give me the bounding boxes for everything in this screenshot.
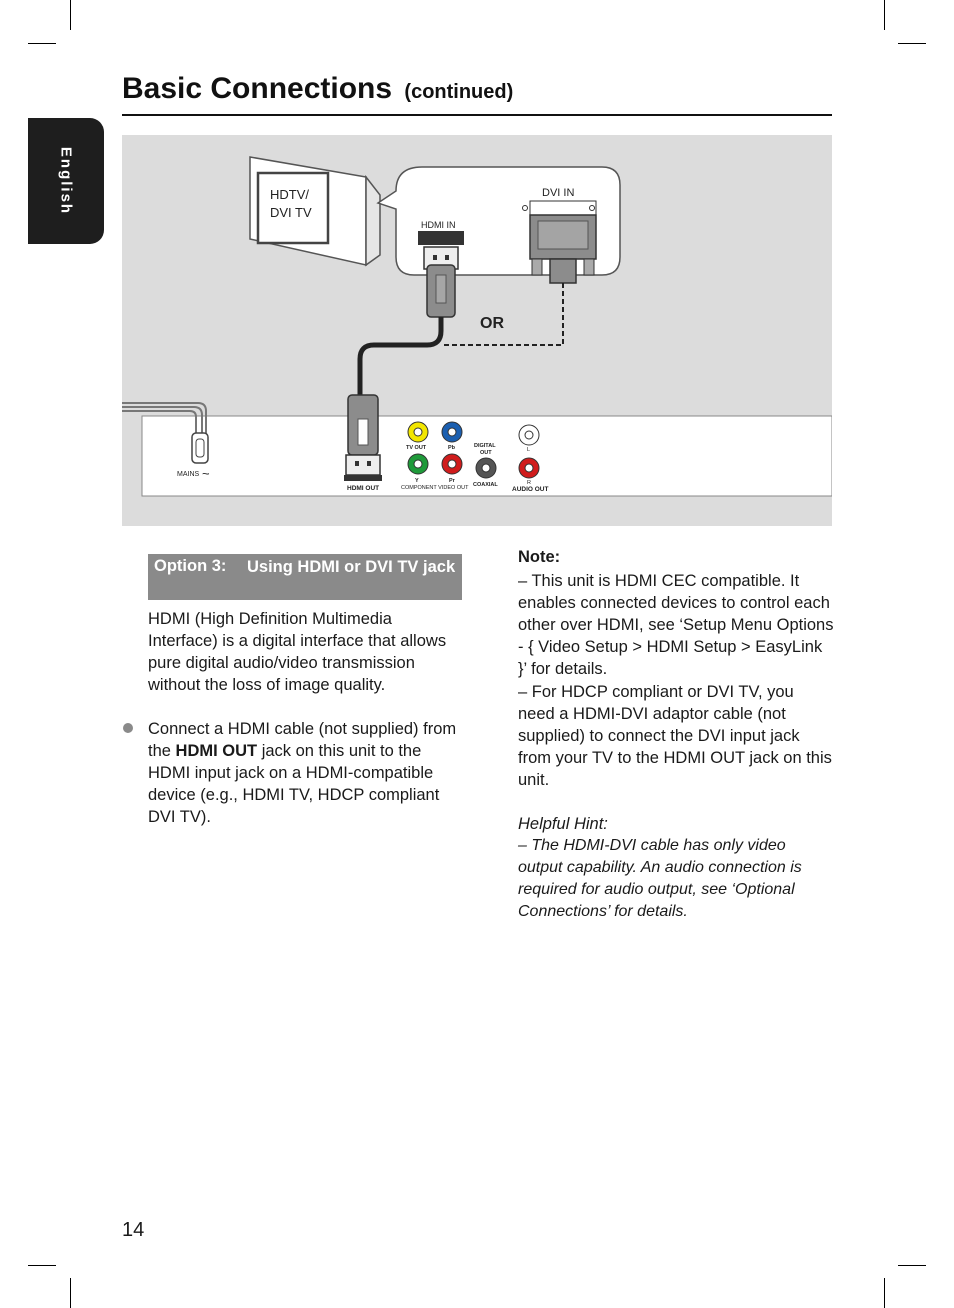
bullet-text-after: jack on this unit to the HDMI input jack on a HDMI-compatible device (e.g., HDMI TV, HDCP compliant DVI TV).: [148, 742, 440, 826]
hint-text: – The HDMI-DVI cable has only video output capability. An audio connection is required for audio output, see ‘Optional Connections’ for details.: [518, 837, 802, 920]
rca-jack-audio-r: [519, 458, 539, 478]
connection-diagram: [122, 135, 832, 526]
crop-mark: [898, 1265, 926, 1266]
audio-r-label: R: [527, 480, 531, 486]
language-label: English: [57, 146, 75, 216]
coaxial-label: COAXIAL: [473, 482, 498, 488]
bullet-paragraph: [148, 718, 466, 828]
crop-mark: [28, 43, 56, 44]
audio-l-label: L: [527, 447, 531, 453]
hdmi-plug-bottom: [344, 395, 382, 481]
page-title-main: Basic Connections: [122, 72, 393, 105]
note-heading: Note:: [518, 548, 561, 566]
bullet-text-bold: HDMI OUT: [175, 742, 258, 760]
page-title-continued: (continued): [404, 81, 514, 103]
crop-mark: [28, 1265, 56, 1266]
rca-jack-y: [408, 454, 428, 474]
mains-symbol: ~: [202, 466, 210, 481]
crop-mark: [884, 0, 885, 30]
crop-mark: [70, 1278, 71, 1308]
hdmi-plug-top: [424, 247, 458, 317]
rca-jack-pb: [442, 422, 462, 442]
digital-out-label-2: OUT: [480, 450, 492, 456]
option-number: Option 3:: [154, 557, 227, 575]
audio-out-label: AUDIO OUT: [512, 486, 549, 493]
crop-mark: [884, 1278, 885, 1308]
tv-label-1: HDTV/: [270, 187, 309, 202]
option-heading: [148, 554, 462, 600]
hint-heading: Helpful Hint:: [518, 815, 608, 833]
option-title: Using HDMI or DVI TV jack: [247, 558, 456, 576]
rca-jack-audio-l: [519, 425, 539, 445]
dvi-in-label: DVI IN: [542, 187, 575, 199]
tv-label-2: DVI TV: [270, 205, 312, 220]
pr-label: Pr: [449, 478, 455, 484]
mains-label: MAINS: [177, 471, 200, 478]
pb-label: Pb: [448, 445, 456, 451]
component-video-out-label: COMPONENT VIDEO OUT: [401, 485, 469, 491]
crop-mark: [898, 43, 926, 44]
hdmi-in-label: HDMI IN: [421, 220, 456, 230]
hdmi-out-label: HDMI OUT: [347, 485, 380, 492]
rca-jack-coaxial: [476, 458, 496, 478]
or-label: OR: [480, 315, 504, 332]
page-title: [122, 72, 513, 106]
intro-paragraph: HDMI (High Definition Multimedia Interface) is a digital interface that allows pure digital audio/video transmission without the loss of image quality.: [148, 610, 447, 694]
crop-mark: [70, 0, 71, 30]
digital-out-label-1: DIGITAL: [474, 443, 496, 449]
bullet-text-before: Connect a HDMI cable (not supplied) from the: [148, 720, 457, 760]
rca-jack-pr: [442, 454, 462, 474]
y-label: Y: [415, 478, 419, 484]
page-number: 14: [122, 1219, 145, 1241]
bullet-icon: [123, 723, 133, 733]
dvi-plug: [530, 215, 596, 283]
tv-out-label: TV OUT: [406, 445, 427, 451]
note-item-1: – This unit is HDMI CEC compatible. It enables connected devices to control each other over HDMI, see ‘Setup Menu Options - { Video Setup > HDMI Setup > EasyLink }’ for details.: [518, 572, 834, 678]
language-tab: [28, 118, 104, 244]
rca-jack-tv-out: [408, 422, 428, 442]
note-item-2: – For HDCP compliant or DVI TV, you need a HDMI-DVI adaptor cable (not supplied) to connect the DVI input jack from your TV to the HDMI OUT jack on this unit.: [518, 683, 832, 789]
title-rule: [122, 114, 832, 116]
